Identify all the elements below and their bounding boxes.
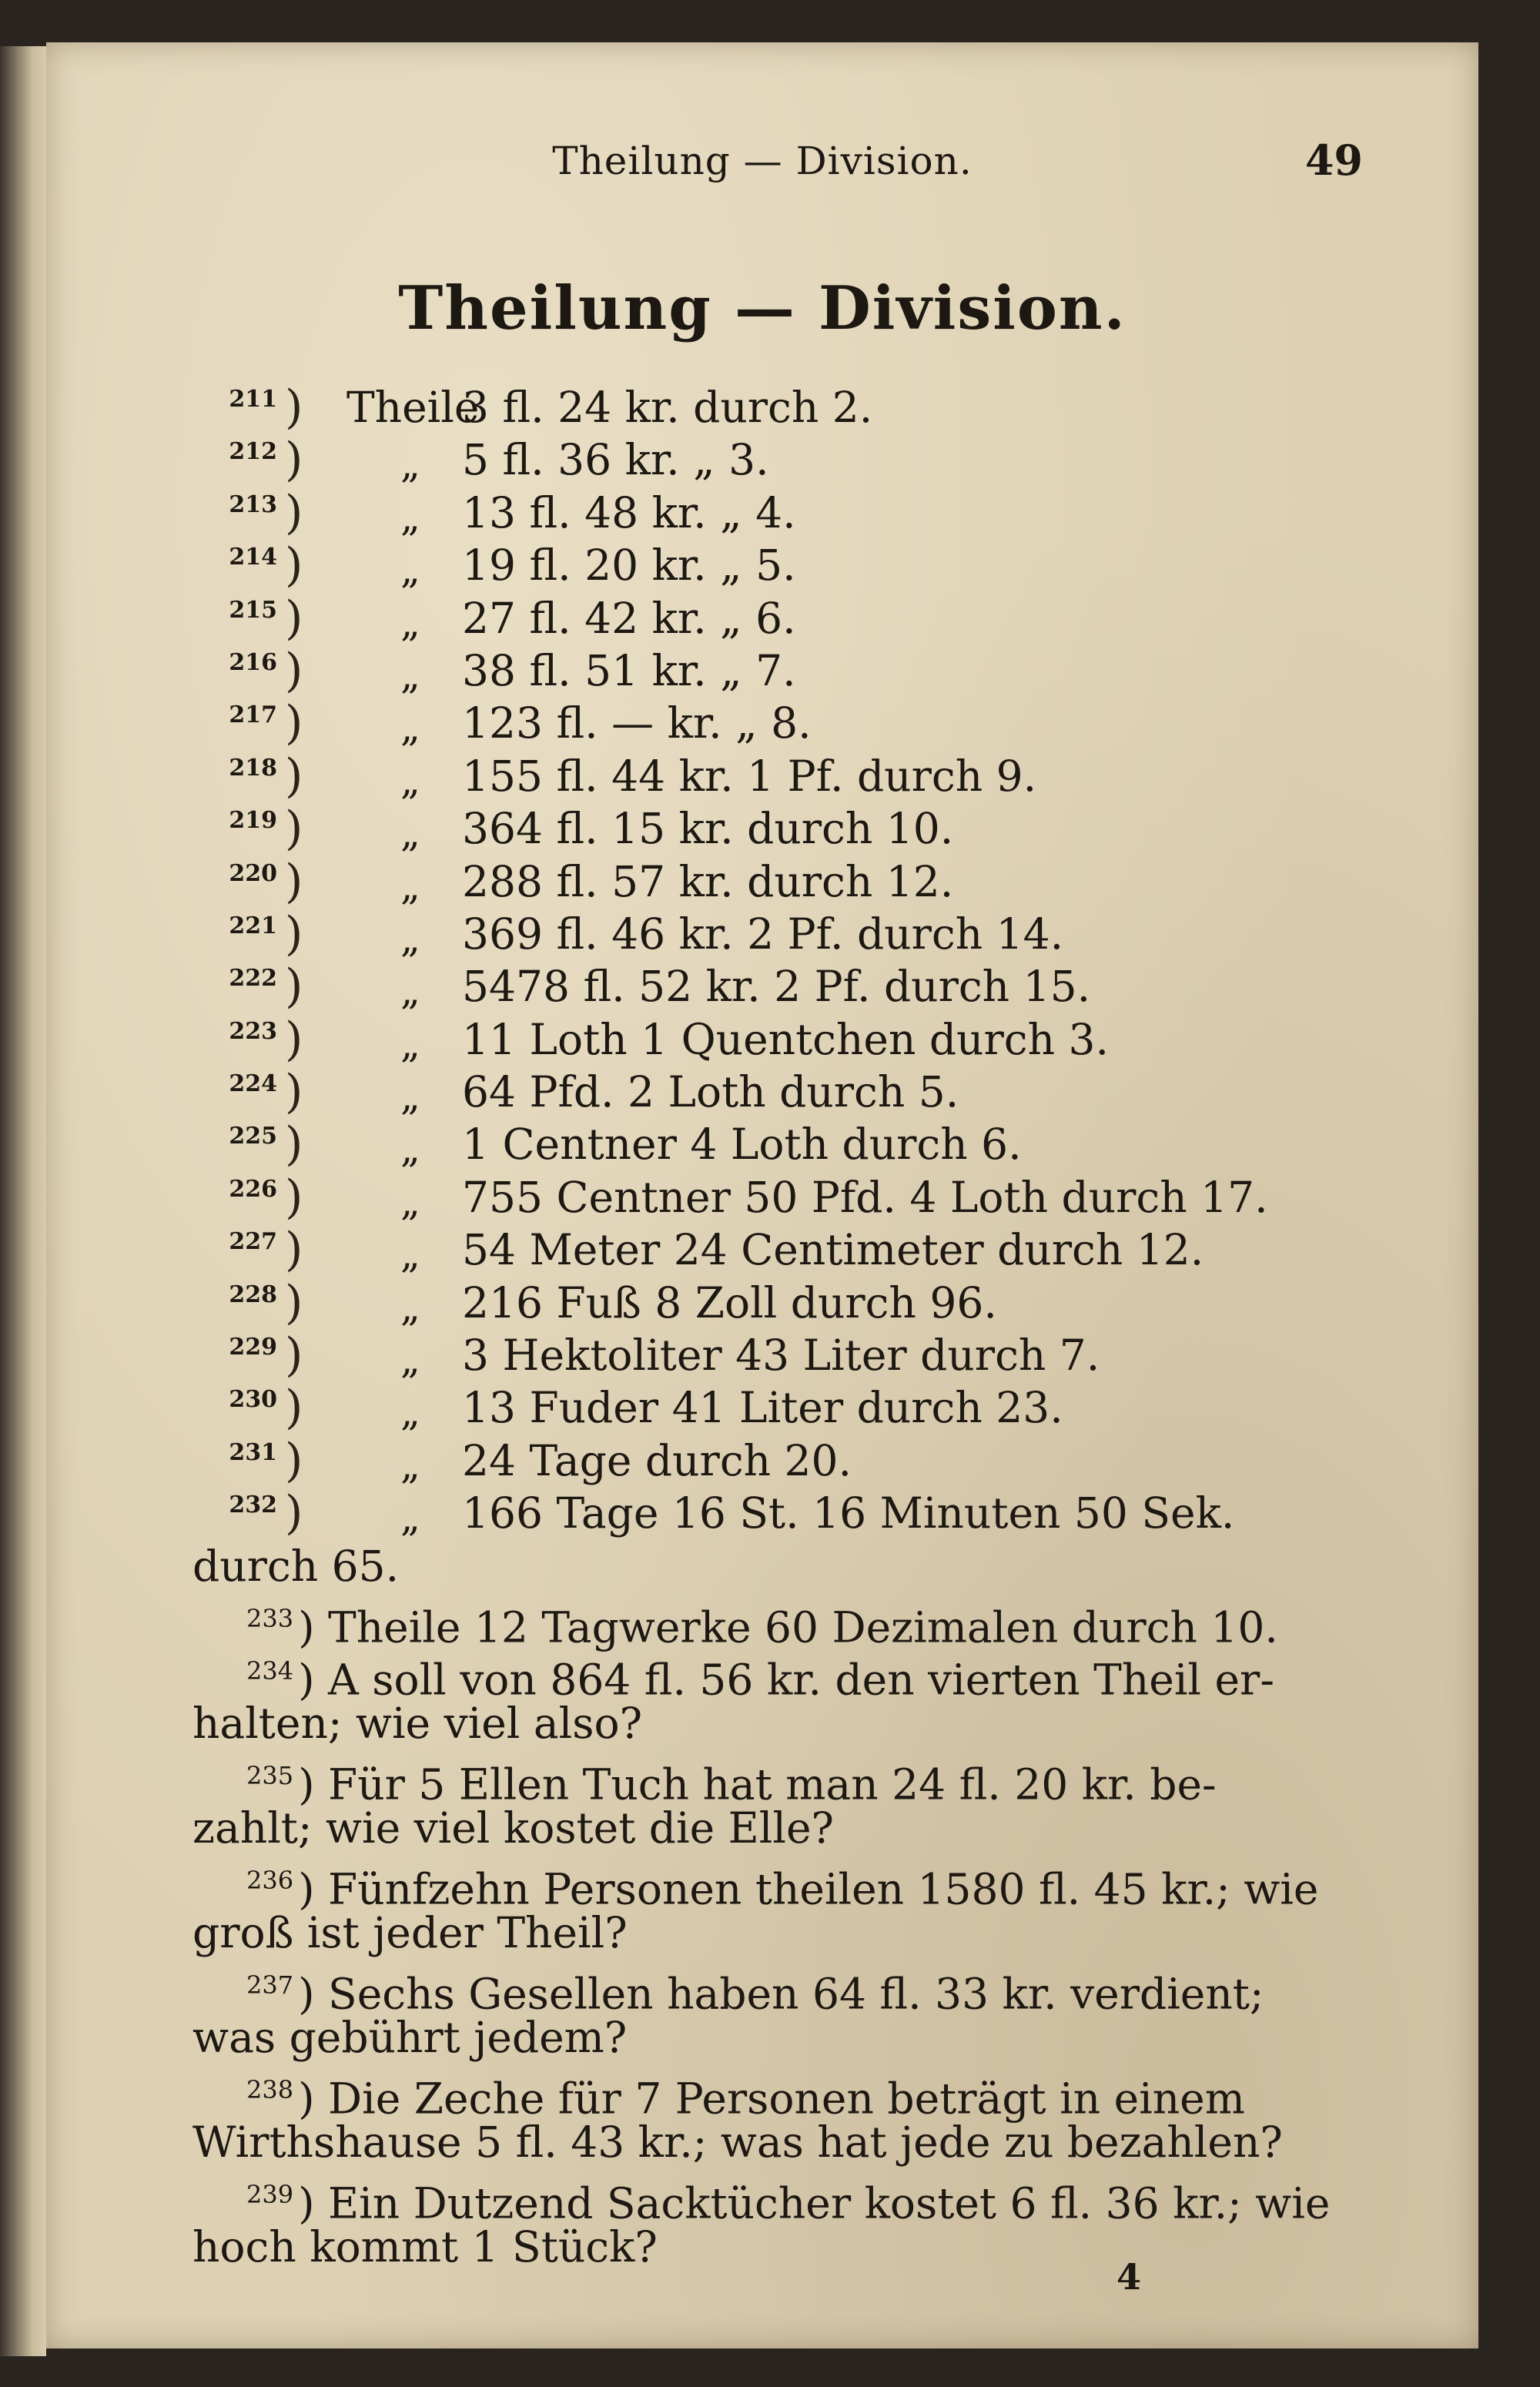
number-bracket: ): [285, 1486, 303, 1541]
exercise-row: [192, 434, 1409, 486]
exercise-number: 230: [229, 1386, 277, 1414]
problem-line: [192, 1802, 1409, 1854]
problem-text: hoch kommt 1 Stück?: [192, 2222, 658, 2272]
exercise-text: 11 Loth 1 Quentchen durch 3.: [462, 1014, 1109, 1064]
problem-text: was gebührt jedem?: [192, 2013, 628, 2063]
exercise-row: [192, 1487, 1409, 1539]
number-bracket: ): [285, 643, 303, 698]
number-bracket: ): [285, 854, 303, 909]
signature-mark: 4: [1116, 2256, 1142, 2298]
running-title: Theilung — Division.: [552, 139, 973, 183]
ditto-mark: „: [400, 1284, 420, 1330]
exercise-number: 215: [229, 596, 277, 624]
exercise-number: 228: [229, 1281, 277, 1308]
exercise-text: 3 Hektoliter 43 Liter durch 7.: [462, 1331, 1100, 1381]
exercise-number: 219: [229, 807, 277, 835]
exercise-text: 755 Centner 50 Pfd. 4 Loth durch 17.: [462, 1172, 1268, 1222]
ditto-mark: „: [400, 1337, 420, 1383]
number-bracket: ): [285, 485, 303, 540]
number-bracket: ): [298, 1602, 329, 1652]
ditto-mark: „: [400, 811, 420, 856]
problem-line: [192, 2116, 1409, 2168]
problem-text: halten; wie viel also?: [192, 1699, 643, 1749]
previous-page-edge: [0, 46, 46, 2356]
ditto-mark: „: [400, 1390, 420, 1435]
exercise-verb: Theile: [346, 383, 480, 432]
exercise-number: 220: [229, 859, 277, 887]
section-heading: Theilung — Division.: [398, 273, 1127, 343]
number-bracket: ): [285, 1223, 303, 1277]
exercise-row: [192, 802, 1409, 855]
number-bracket: ): [298, 1864, 329, 1914]
exercise-text: 19 fl. 20 kr. „ 5.: [462, 541, 796, 591]
problem-line: [192, 1959, 1409, 2019]
problem-line: [192, 1645, 1409, 1705]
exercise-row: [192, 1013, 1409, 1066]
number-bracket: ): [298, 1759, 329, 1810]
problem-line: [192, 1749, 1409, 1810]
exercise-number: 226: [229, 1175, 277, 1203]
ditto-mark: „: [400, 863, 420, 909]
exercise-number: 224: [229, 1070, 277, 1098]
number-bracket: ): [285, 1012, 303, 1066]
exercise-text: 288 fl. 57 kr. durch 12.: [462, 856, 954, 906]
word-problem-list: [192, 1592, 1409, 2273]
exercise-text: 1 Centner 4 Loth durch 6.: [462, 1120, 1022, 1170]
number-bracket: ): [285, 1065, 303, 1120]
exercise-text: 216 Fuß 8 Zoll durch 96.: [462, 1277, 997, 1327]
number-bracket: ): [285, 1275, 303, 1330]
exercise-text: 364 fl. 15 kr. durch 10.: [462, 804, 954, 854]
problem-text: A soll von 864 fl. 56 kr. den vierten Theil er-: [328, 1655, 1274, 1705]
exercise-row: [192, 487, 1409, 539]
exercise-row: [192, 1277, 1409, 1329]
number-bracket: ): [285, 696, 303, 751]
problem-text: Ein Dutzend Sacktücher kostet 6 fl. 36 kr.; wie: [328, 2178, 1331, 2228]
number-bracket: ): [285, 591, 303, 645]
exercise-text: 64 Pfd. 2 Loth durch 5.: [462, 1067, 959, 1117]
exercise-row: [192, 381, 1409, 434]
exercise-text: 123 fl. — kr. „ 8.: [462, 698, 812, 748]
problem-text: Die Zeche für 7 Personen beträgt in einem: [328, 2074, 1245, 2124]
ditto-mark: „: [400, 1074, 420, 1120]
exercise-number: 229: [229, 1334, 277, 1361]
problem-text: Fünfzehn Personen theilen 1580 fl. 45 kr.; wie: [328, 1864, 1319, 1914]
number-bracket: ): [298, 1969, 329, 2019]
exercise-text: 13 fl. 48 kr. „ 4.: [462, 487, 796, 537]
exercise-text: 166 Tage 16 St. 16 Minuten 50 Sek.: [462, 1488, 1235, 1538]
exercise-row: [192, 539, 1409, 591]
problem-text: Für 5 Ellen Tuch hat man 24 fl. 20 kr. be-: [328, 1759, 1217, 1810]
book-page: [46, 42, 1478, 2348]
exercise-text: 3 fl. 24 kr. durch 2.: [462, 383, 873, 432]
exercise-number: 232: [229, 1491, 277, 1519]
ditto-mark: „: [400, 600, 420, 645]
ditto-mark: „: [400, 1232, 420, 1277]
number-bracket: ): [285, 1433, 303, 1488]
exercise-continuation: durch 65.: [192, 1541, 400, 1591]
ditto-mark: „: [400, 494, 420, 540]
problem-number: 239: [246, 2180, 294, 2210]
exercise-row: [192, 1171, 1409, 1224]
ditto-mark: „: [400, 916, 420, 961]
exercise-text: 369 fl. 46 kr. 2 Pf. durch 14.: [462, 909, 1064, 959]
ditto-mark: „: [400, 705, 420, 751]
number-bracket: ): [285, 906, 303, 961]
problem-text: groß ist jeder Theil?: [192, 1908, 628, 1958]
exercise-number: 216: [229, 648, 277, 676]
exercise-row: [192, 908, 1409, 960]
exercise-number: 212: [229, 438, 277, 466]
ditto-mark: „: [400, 1495, 420, 1541]
exercise-number: 214: [229, 544, 277, 571]
ditto-mark: „: [400, 1021, 420, 1066]
exercise-text: 13 Fuder 41 Liter durch 23.: [462, 1383, 1063, 1433]
number-bracket: ): [298, 1655, 329, 1705]
exercise-number: 227: [229, 1228, 277, 1256]
problem-line: [192, 2168, 1409, 2228]
exercise-number: 222: [229, 965, 277, 993]
number-bracket: ): [298, 2178, 329, 2228]
exercise-row: [192, 592, 1409, 644]
exercise-row: [192, 1381, 1409, 1434]
problem-number: 234: [246, 1656, 294, 1686]
exercise-text: 155 fl. 44 kr. 1 Pf. durch 9.: [462, 751, 1037, 801]
problem-line: [192, 1907, 1409, 1959]
number-bracket: ): [285, 748, 303, 803]
ditto-mark: „: [400, 442, 420, 487]
problem-number: 233: [246, 1604, 294, 1634]
page-number: 49: [1304, 136, 1363, 185]
problem-line: [192, 2221, 1409, 2273]
problem-text: zahlt; wie viel kostet die Elle?: [192, 1803, 834, 1853]
exercise-row: [192, 1329, 1409, 1381]
page-header: [46, 136, 1478, 200]
ditto-mark: „: [400, 1179, 420, 1224]
problem-line: [192, 1854, 1409, 1914]
exercise-number: 223: [229, 1017, 277, 1045]
exercise-number: 225: [229, 1123, 277, 1150]
exercise-number: 217: [229, 701, 277, 729]
exercise-row: [192, 855, 1409, 908]
ditto-mark: „: [400, 1127, 420, 1172]
problem-line: [192, 1697, 1409, 1749]
problem-text: Wirthshause 5 fl. 43 kr.; was hat jede zu bezahlen?: [192, 2118, 1283, 2168]
exercise-row: [192, 697, 1409, 749]
problem-text: Sechs Gesellen haben 64 fl. 33 kr. verdient;: [328, 1969, 1264, 2019]
exercise-row: [192, 1066, 1409, 1118]
exercise-number: 231: [229, 1438, 277, 1466]
number-bracket: ): [285, 802, 303, 856]
exercise-row: [192, 644, 1409, 697]
problem-number: 235: [246, 1761, 294, 1791]
number-bracket: ): [285, 538, 303, 593]
exercise-row: [192, 960, 1409, 1013]
problem-text: Theile 12 Tagwerke 60 Dezimalen durch 10.: [328, 1602, 1278, 1652]
ditto-mark: „: [400, 758, 420, 803]
exercise-number: 213: [229, 490, 277, 518]
exercise-list: [192, 380, 1409, 1591]
exercise-row: [192, 1435, 1409, 1487]
problem-line: [192, 2064, 1409, 2124]
number-bracket: ): [285, 1328, 303, 1383]
exercise-text: 38 fl. 51 kr. „ 7.: [462, 645, 796, 695]
number-bracket: ): [285, 1381, 303, 1435]
problem-number: 238: [246, 2075, 294, 2105]
exercise-row: [192, 750, 1409, 802]
problem-line: [192, 1592, 1409, 1652]
number-bracket: ): [285, 380, 303, 434]
exercise-text: 24 Tage durch 20.: [462, 1435, 852, 1485]
exercise-number: 211: [229, 386, 277, 413]
exercise-text: 54 Meter 24 Centimeter durch 12.: [462, 1225, 1204, 1275]
number-bracket: ): [285, 1170, 303, 1224]
problem-line: [192, 2011, 1409, 2064]
ditto-mark: „: [400, 547, 420, 593]
number-bracket: ): [285, 959, 303, 1014]
exercise-row: [192, 1224, 1409, 1276]
exercise-text: 5 fl. 36 kr. „ 3.: [462, 435, 769, 485]
ditto-mark: „: [400, 969, 420, 1014]
ditto-mark: „: [400, 652, 420, 698]
problem-number: 237: [246, 1970, 294, 2000]
problem-number: 236: [246, 1866, 294, 1896]
exercise-number: 221: [229, 912, 277, 939]
exercise-number: 218: [229, 754, 277, 782]
ditto-mark: „: [400, 1442, 420, 1488]
number-bracket: ): [285, 1117, 303, 1172]
exercise-text: 27 fl. 42 kr. „ 6.: [462, 593, 796, 643]
number-bracket: ): [285, 433, 303, 487]
exercise-text: 5478 fl. 52 kr. 2 Pf. durch 15.: [462, 962, 1091, 1012]
exercise-row: [192, 1118, 1409, 1170]
number-bracket: ): [298, 2074, 329, 2124]
